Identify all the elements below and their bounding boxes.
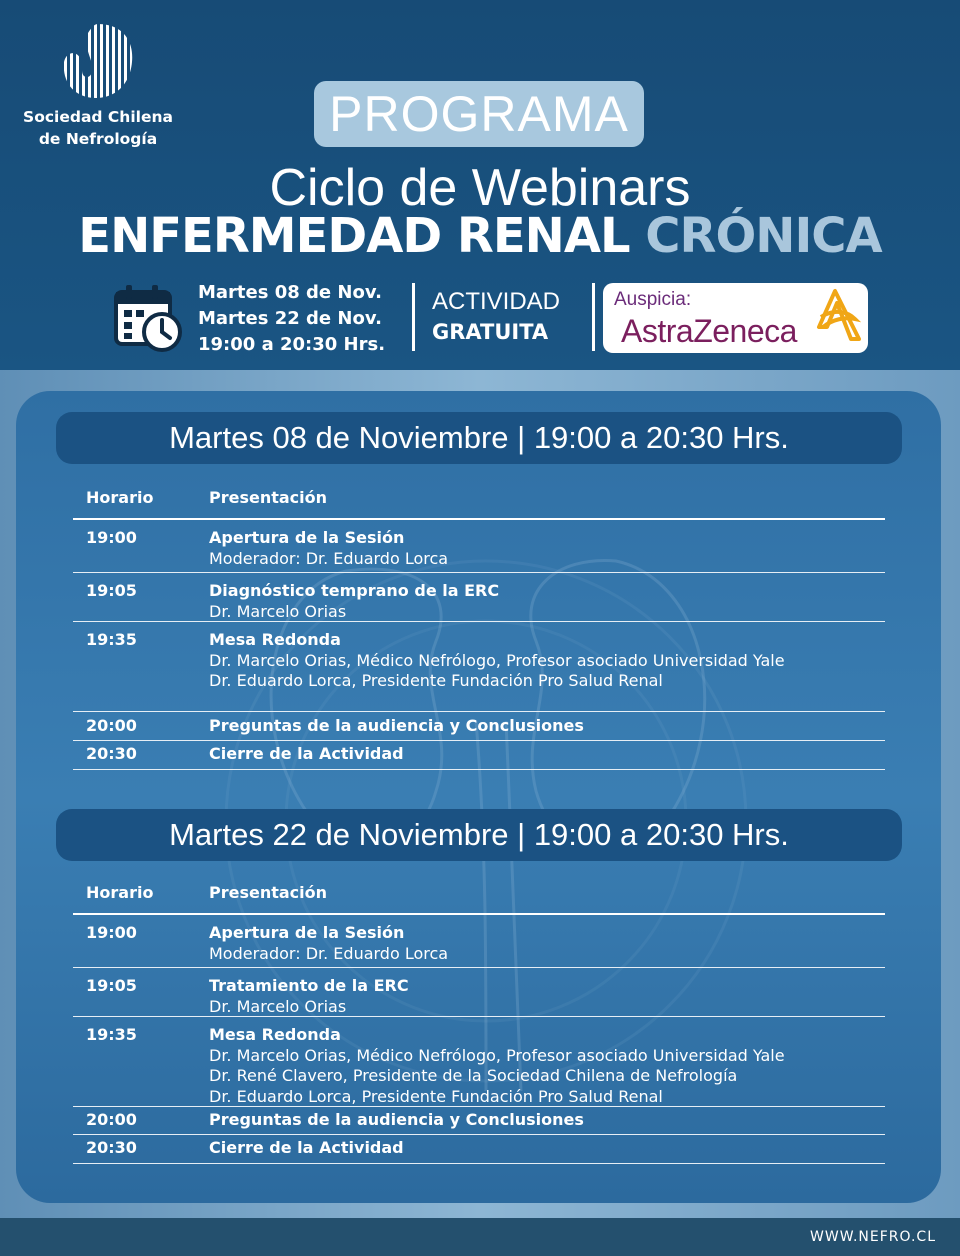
calendar-clock-icon [112, 282, 184, 354]
row-time: 19:00 [86, 923, 137, 942]
row-time: 20:00 [86, 716, 137, 735]
header-banner [0, 0, 960, 370]
table-header [73, 478, 885, 518]
row-time: 19:00 [86, 528, 137, 547]
row-detail: Moderador: Dr. Eduardo Lorca [209, 548, 449, 568]
table-row [73, 915, 885, 968]
row-title: Mesa Redonda [209, 630, 341, 649]
session-2-heading: Martes 22 de Noviembre | 19:00 a 20:30 Hrs. [56, 809, 902, 861]
program-panel [16, 391, 941, 1203]
row-time: 20:30 [86, 744, 137, 763]
row-time: 19:05 [86, 581, 137, 600]
website-link[interactable]: WWW.NEFRO.CL [810, 1229, 936, 1245]
row-detail: Dr. René Clavero, Presidente de la Sociedad Chilena de Nefrología [209, 1066, 738, 1085]
table-row [73, 622, 885, 712]
date-1: Martes 08 de Nov. [198, 282, 382, 303]
col-horario: Horario [86, 488, 154, 507]
footer [0, 1218, 960, 1256]
time-range: 19:00 a 20:30 Hrs. [198, 334, 386, 355]
sponsor-name: AstraZeneca [621, 313, 797, 349]
row-detail: Dr. Marcelo Orias, Médico Nefrólogo, Profesor asociado Universidad Yale [209, 650, 785, 670]
free-activity-label [432, 287, 572, 347]
org-logo [18, 22, 178, 150]
activity-line2: GRATUITA [432, 320, 549, 344]
row-detail: Dr. Marcelo Orias [209, 601, 347, 621]
row-detail: Dr. Eduardo Lorca, Presidente Fundación Pro Salud Renal [209, 1086, 663, 1106]
session-1-table [73, 478, 885, 770]
row-detail: Dr. Eduardo Lorca, Presidente Fundación Pro Salud Renal [209, 671, 663, 690]
row-title: Preguntas de la audiencia y Conclusiones [209, 716, 584, 735]
kidney-stripes-icon [60, 22, 136, 100]
title-main: ENFERMEDAD RENAL [78, 208, 630, 264]
row-time: 20:00 [86, 1110, 137, 1129]
session-1-heading: Martes 08 de Noviembre | 19:00 a 20:30 Hrs. [56, 412, 902, 464]
table-row [73, 1017, 885, 1107]
row-title: Cierre de la Actividad [209, 1138, 404, 1157]
programa-badge: PROGRAMA [314, 81, 644, 147]
page-title [0, 206, 960, 266]
row-detail: Dr. Marcelo Orias, Médico Nefrólogo, Profesor asociado Universidad Yale [209, 1045, 785, 1065]
row-title: Apertura de la Sesión [209, 528, 405, 547]
activity-line1: ACTIVIDAD [432, 288, 561, 315]
event-dates [198, 280, 385, 358]
table-row [73, 968, 885, 1017]
row-title: Cierre de la Actividad [209, 744, 404, 763]
sponsor-box [603, 283, 868, 353]
row-title: Apertura de la Sesión [209, 923, 405, 942]
session-2-table [73, 873, 885, 1164]
date-2: Martes 22 de Nov. [198, 308, 382, 329]
row-time: 19:05 [86, 976, 137, 995]
row-title: Preguntas de la audiencia y Conclusiones [209, 1110, 584, 1129]
table-row [73, 573, 885, 622]
table-row [73, 712, 885, 741]
row-time: 19:35 [86, 1025, 137, 1044]
col-horario: Horario [86, 883, 154, 902]
sponsor-mark-icon [813, 287, 861, 347]
row-time: 20:30 [86, 1138, 137, 1157]
title-accent: CRÓNICA [645, 208, 882, 264]
col-presentacion: Presentación [209, 883, 328, 902]
table-row [73, 741, 885, 770]
org-name-line2: de Nefrología [38, 130, 158, 148]
org-name-line1: Sociedad Chilena [23, 108, 173, 126]
sponsor-label: Auspicia: [614, 289, 692, 310]
subtitle: Ciclo de Webinars [269, 159, 691, 217]
row-title: Diagnóstico temprano de la ERC [209, 581, 500, 600]
divider [412, 283, 415, 351]
col-presentacion: Presentación [209, 488, 328, 507]
table-header [73, 873, 885, 913]
table-row [73, 1135, 885, 1164]
row-time: 19:35 [86, 630, 137, 649]
row-title: Mesa Redonda [209, 1025, 341, 1044]
row-detail: Dr. Marcelo Orias [209, 996, 347, 1016]
table-row [73, 520, 885, 573]
table-row [73, 1107, 885, 1135]
divider [592, 283, 595, 351]
row-detail: Moderador: Dr. Eduardo Lorca [209, 943, 449, 963]
row-title: Tratamiento de la ERC [209, 976, 409, 995]
